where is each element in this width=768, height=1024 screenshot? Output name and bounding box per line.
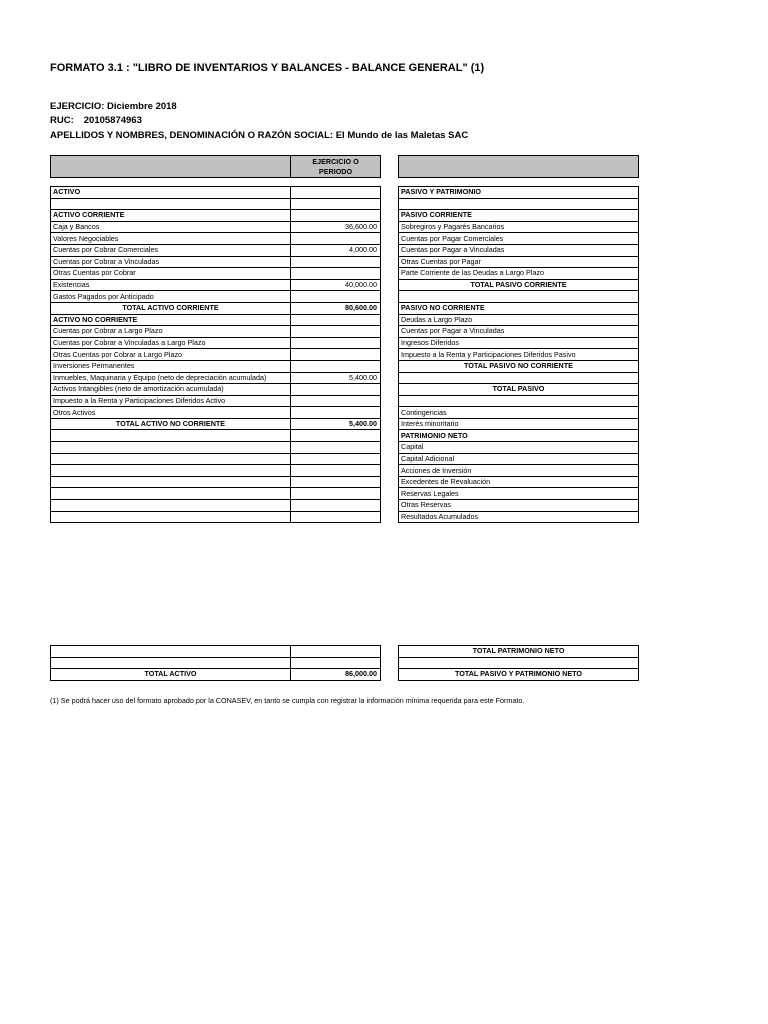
row-value: 40,000.00 [291,279,381,291]
table-row [399,198,639,210]
row-value [291,384,381,396]
table-row [51,221,381,233]
table-row [51,337,381,349]
table-row [51,430,381,442]
table-row [399,349,639,361]
table-row [51,279,381,291]
row-label [399,291,639,303]
row-label: PATRIMONIO NETO [399,430,639,442]
row-label: TOTAL ACTIVO [51,669,291,681]
row-label: Capital [399,442,639,454]
table-row [399,511,639,523]
row-label [51,646,291,658]
table-row [399,430,639,442]
row-label [51,657,291,669]
row-label: Interés minoritario [399,418,639,430]
table-row [399,476,639,488]
table-row [51,326,381,338]
row-label: Otras Cuentas por Cobrar a Largo Plazo [51,349,291,361]
table-row [51,187,381,199]
row-label: Cuentas por Pagar a Vinculadas [399,326,639,338]
table-row [399,384,639,396]
total-row [51,669,381,681]
table-row [51,372,381,384]
row-value [291,511,381,523]
table-row [51,291,381,303]
table-row [399,279,639,291]
total-row [399,657,639,669]
table-row [399,360,639,372]
row-label [399,198,639,210]
table-row [399,418,639,430]
total-row [399,669,639,681]
row-label [399,395,639,407]
total-pasivo-table [398,645,639,681]
row-label: Otras Reservas [399,500,639,512]
header-blank-cell [51,156,291,178]
row-value [291,476,381,488]
row-label: TOTAL ACTIVO NO CORRIENTE [51,418,291,430]
row-label: Otras Cuentas por Cobrar [51,268,291,280]
table-row [51,465,381,477]
row-label: Capital Adicional [399,453,639,465]
row-value [291,488,381,500]
row-value [291,256,381,268]
row-label: Existencias [51,279,291,291]
row-label: TOTAL ACTIVO CORRIENTE [51,302,291,314]
row-label: PASIVO Y PATRIMONIO [399,187,639,199]
table-row [51,233,381,245]
row-value [291,465,381,477]
row-value [291,337,381,349]
table-row [399,453,639,465]
table-row [51,384,381,396]
total-row [51,646,381,658]
period-header-line2: PERIODO [318,166,353,176]
ruc-value: 20105874963 [83,115,142,126]
row-label: Excedentes de Revaluación [399,476,639,488]
row-label: Cuentas por Cobrar a Vinculadas a Largo Plazo [51,337,291,349]
ruc-line [50,115,142,126]
row-label: Otras Cuentas por Pagar [399,256,639,268]
table-row [51,500,381,512]
table-row [51,442,381,454]
table-row [51,395,381,407]
table-row [399,268,639,280]
table-row [399,187,639,199]
right-header-table [398,155,639,178]
table-row [51,453,381,465]
row-label: TOTAL PASIVO Y PATRIMONIO NETO [399,669,639,681]
razon-social-line: APELLIDOS Y NOMBRES, DENOMINACIÓN O RAZÓN SOCIAL: El Mundo de las Maletas SAC [50,130,469,141]
row-label [51,453,291,465]
row-label [51,500,291,512]
row-label: ACTIVO CORRIENTE [51,210,291,222]
table-row [51,302,381,314]
table-row [399,488,639,500]
row-label: ACTIVO [51,187,291,199]
table-row [399,395,639,407]
pasivo-table [398,186,639,523]
row-label: Cuentas por Pagar Comerciales [399,233,639,245]
row-label: Acciones de Inversión [399,465,639,477]
table-row [399,302,639,314]
table-row [51,360,381,372]
table-row [51,244,381,256]
table-row [399,314,639,326]
table-row [51,407,381,419]
row-value [291,657,381,669]
row-value [291,326,381,338]
footnote: (1) Se podrá hacer uso del formato aprobado por la CONASEV, en tanto se cumpla con registrar la información mínima requerida para este Formato. [50,696,525,705]
row-label: TOTAL PASIVO [399,384,639,396]
row-label: Cuentas por Cobrar a Vinculadas [51,256,291,268]
row-value [291,210,381,222]
table-row [399,210,639,222]
row-label [51,198,291,210]
row-label: ACTIVO NO CORRIENTE [51,314,291,326]
row-label: Deudas a Largo Plazo [399,314,639,326]
total-row [399,646,639,658]
row-label: Valores Negociables [51,233,291,245]
row-label [51,488,291,500]
table-row [51,418,381,430]
row-label: PASIVO CORRIENTE [399,210,639,222]
right-header-cell [399,156,639,178]
row-label: TOTAL PASIVO NO CORRIENTE [399,360,639,372]
row-value: 5,400.00 [291,372,381,384]
row-value [291,500,381,512]
row-label [399,372,639,384]
row-value: 4,000.00 [291,244,381,256]
row-label: TOTAL PATRIMONIO NETO [399,646,639,658]
row-value: 86,000.00 [291,669,381,681]
row-label: Inmuebles, Maquinaria y Equipo (neto de depreciación acumulada) [51,372,291,384]
total-activo-table [50,645,381,681]
ruc-label: RUC: [50,115,74,126]
row-label: Inversiones Permanentes [51,360,291,372]
row-label: Resultados Acumulados [399,511,639,523]
row-label: Cuentas por Cobrar Comerciales [51,244,291,256]
table-row [399,337,639,349]
period-header-cell [291,156,381,178]
row-value [291,198,381,210]
table-row [399,291,639,303]
table-row [51,488,381,500]
row-label: Reservas Legales [399,488,639,500]
row-label: Cuentas por Cobrar a Largo Plazo [51,326,291,338]
row-label: Impuesto a la Renta y Participaciones Diferidos Activo [51,395,291,407]
table-row [399,465,639,477]
table-row [399,244,639,256]
row-value [291,360,381,372]
table-row [51,268,381,280]
row-value [291,187,381,199]
row-value [291,407,381,419]
row-value [291,291,381,303]
row-value [291,314,381,326]
table-row [51,210,381,222]
row-value [291,233,381,245]
row-label: Sobregiros y Pagarés Bancarios [399,221,639,233]
period-header-line1: EJERCICIO O [312,157,359,166]
table-row [399,256,639,268]
row-label [51,476,291,488]
table-row [399,372,639,384]
row-value [291,395,381,407]
table-row [399,221,639,233]
row-value: 80,600.00 [291,302,381,314]
row-value [291,442,381,454]
table-row [51,511,381,523]
row-value [291,646,381,658]
row-label: Cuentas por Pagar a Vinculadas [399,244,639,256]
row-label: Activos Intangibles (neto de amortización acumulada) [51,384,291,396]
table-row [51,256,381,268]
row-label: Contingencias [399,407,639,419]
row-value: 36,600.00 [291,221,381,233]
row-label: PASIVO NO CORRIENTE [399,302,639,314]
row-value [291,268,381,280]
table-row [399,442,639,454]
row-label: Parte Corriente de las Deudas a Largo Plazo [399,268,639,280]
row-label: TOTAL PASIVO CORRIENTE [399,279,639,291]
document-title: FORMATO 3.1 : "LIBRO DE INVENTARIOS Y BALANCES - BALANCE GENERAL" (1) [50,62,485,74]
row-value [291,453,381,465]
row-value: 5,400.00 [291,418,381,430]
row-label [51,442,291,454]
left-header-table [50,155,381,178]
row-value [291,430,381,442]
row-label: Ingresos Diferidos [399,337,639,349]
row-value [291,349,381,361]
row-label: Caja y Bancos [51,221,291,233]
table-row [51,314,381,326]
row-label: Otros Activos [51,407,291,419]
table-row [51,349,381,361]
activo-table [50,186,381,523]
table-row [51,198,381,210]
ejercicio-line: EJERCICIO: Diciembre 2018 [50,101,177,112]
row-label: Gastos Pagados por Anticipado [51,291,291,303]
table-row [51,476,381,488]
total-row [51,657,381,669]
table-row [399,326,639,338]
table-row [399,500,639,512]
row-label: Impuesto a la Renta y Participaciones Diferidos Pasivo [399,349,639,361]
table-row [399,233,639,245]
row-label [51,430,291,442]
row-label [51,465,291,477]
row-label [399,657,639,669]
table-row [399,407,639,419]
row-label [51,511,291,523]
